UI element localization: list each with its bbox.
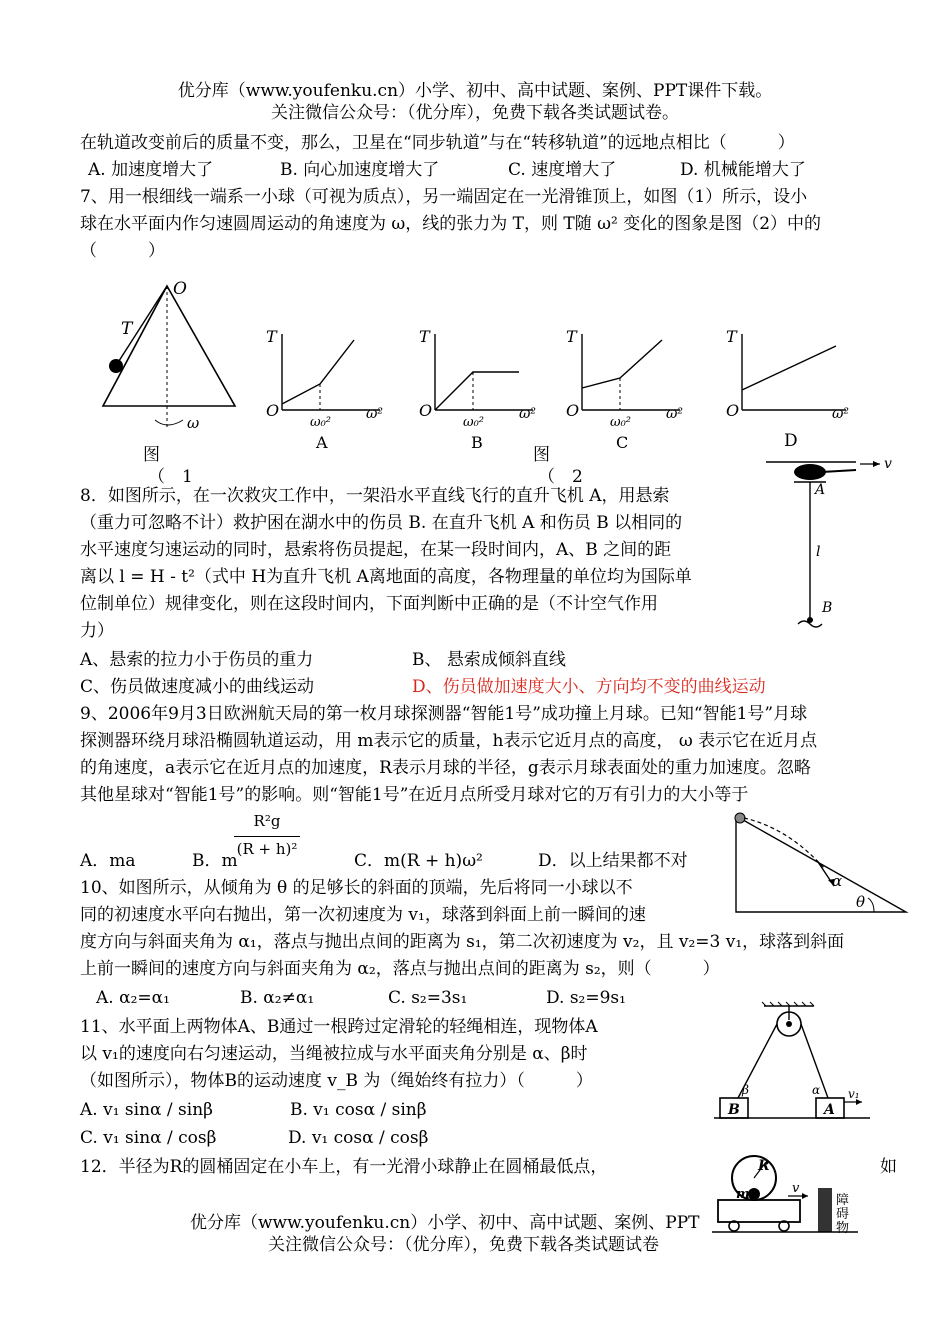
label-O: O <box>566 401 580 420</box>
label-omega2: ω² <box>519 406 537 422</box>
q10-option-b: B. α₂≠α₁ <box>240 988 315 1008</box>
label-T: T <box>121 319 133 339</box>
q9-option-b-numerator: R²g <box>253 812 281 830</box>
label-O: O <box>419 401 433 420</box>
label-T: T <box>566 327 577 346</box>
q9-line-4: 其他星球对“智能1号”的影响。则“智能1号”在近月点所受月球对它的万有引力的大小等于 <box>80 785 749 805</box>
label-B: B <box>728 1102 740 1118</box>
theta-arc <box>868 898 874 912</box>
label-v: v <box>884 456 892 472</box>
q8-option-c: C、伤员做速度减小的曲线运动 <box>80 677 315 697</box>
q8-option-a: A、悬索的拉力小于伤员的重力 <box>80 650 314 670</box>
q9-option-b-prefix: B．m <box>192 851 238 871</box>
q6-option-b: B. 向心加速度增大了 <box>280 160 440 180</box>
q6-continuation: 在轨道改变前后的质量不变，那么，卫星在“同步轨道”与在“转移轨道”的远地点相比（ ） <box>80 133 795 153</box>
label-alpha: α <box>832 872 843 890</box>
label-omega: ω <box>187 414 200 432</box>
q8-line-2: （重力可忽略不计）救护困在湖水中的伤员 B. 在直升飞机 A 和伤员 B 以相同的 <box>80 513 683 533</box>
label-omega0: ω₀² <box>463 415 485 430</box>
q10-line-4: 上前一瞬间的速度方向与斜面夹角为 α₂，落点与抛出点间的距离为 s₂，则（ ） <box>80 959 720 979</box>
label-omega2: ω² <box>832 406 850 422</box>
q8-line-6: 力） <box>80 621 114 641</box>
curve <box>282 340 354 404</box>
q10-incline-figure <box>728 808 910 918</box>
label-A: A <box>316 433 328 452</box>
curve <box>742 346 836 390</box>
helicopter-tail <box>822 470 856 472</box>
fig1-caption-num: （ 1 <box>148 467 193 487</box>
graph-A <box>262 322 394 452</box>
q11-line-2: 以 v₁的速度向右匀速运动，当绳被拉成与水平面夹角分别是 α、β时 <box>80 1044 588 1064</box>
label-obstacle <box>836 1192 853 1236</box>
q8-line-4: 离以 l = H - t²（式中 H为直升飞机 A离地面的高度，各物理量的单位均为国际单 <box>80 567 692 587</box>
label-omega0: ω₀² <box>310 415 332 430</box>
label-omega2: ω² <box>666 406 684 422</box>
q7-line-2: 球在水平面内作匀速圆周运动的角速度为 ω，线的张力为 T，则 T随 ω² 变化的图象是图（2）中的 <box>80 214 822 234</box>
velocity-arrowhead <box>873 461 880 467</box>
q9-line-3: 的角速度，a表示它在近月点的加速度，R表示月球的半径，g表示月球表面处的重力加速度。忽略 <box>80 758 811 778</box>
label-alpha: α <box>812 1083 821 1097</box>
label-B: B <box>471 433 483 452</box>
pulley-axle <box>786 1021 792 1027</box>
q8-line-1: 8．如图所示，在一次救灾工作中，一架沿水平直线飞行的直升飞机 A，用悬索 <box>80 486 670 506</box>
q6-option-c: C. 速度增大了 <box>508 160 617 180</box>
q6-option-a: A. 加速度增大了 <box>88 160 214 180</box>
q10-option-c: C. s₂=3s₁ <box>388 988 468 1008</box>
q11-line-3: （如图所示），物体B的运动速度 v_B 为（绳始终有拉力）（ ） <box>80 1071 593 1091</box>
q6-option-d: D. 机械能增大了 <box>680 160 806 180</box>
label-beta: β <box>742 1083 749 1097</box>
label-O: O <box>266 401 280 420</box>
label-v1: v₁ <box>848 1087 860 1101</box>
label-v: v <box>792 1181 800 1196</box>
q8-option-b: B、 悬索成倾斜直线 <box>412 650 566 670</box>
obstacle-char-2: 碍 <box>836 1207 850 1222</box>
label-theta: θ <box>856 893 866 911</box>
fig2-caption-num: （ 2 <box>538 467 583 487</box>
q10-line-2: 同的初速度水平向右抛出，第一次初速度为 v₁，球落到斜面上前一瞬间的速 <box>80 905 646 925</box>
helicopter-body <box>794 464 826 480</box>
footer-line-2: 关注微信公众号：（优分库），免费下载各类试题试卷 <box>268 1235 659 1255</box>
person-B <box>807 617 813 623</box>
graph-B <box>415 322 547 452</box>
q7-line-1: 7、用一根细线一端系一小球（可视为质点），另一端固定在一光滑锥顶上，如图（1）所示，设小 <box>80 187 808 207</box>
q11-option-c: C. v₁ sinα / cosβ <box>80 1128 217 1148</box>
header-line-1: 优分库（www.youfenku.cn）小学、初中、高中试题、案例、PPT课件下载。 <box>177 81 773 101</box>
label-C: C <box>616 433 629 452</box>
incline <box>736 816 906 912</box>
header-line-2: 关注微信公众号：（优分库），免费下载各类试题试卷。 <box>271 103 679 123</box>
q11-option-a: A. v₁ sinα / sinβ <box>80 1100 213 1120</box>
ball <box>748 1188 760 1200</box>
q9-option-b-denominator: (R + h)² <box>236 840 298 858</box>
q9-option-c: C．m(R + h)ω² <box>354 851 483 871</box>
q12-line-1-end: 如 <box>880 1157 897 1177</box>
label-A: A <box>824 1102 835 1118</box>
label-m: m <box>736 1187 750 1202</box>
label-l: l <box>816 544 821 560</box>
fig1-caption-tu: 图 <box>143 445 160 465</box>
label-T: T <box>266 327 277 346</box>
ball <box>735 813 745 823</box>
label-omega2: ω² <box>366 406 384 422</box>
ball <box>109 359 123 373</box>
q11-option-b: B. v₁ cosα / sinβ <box>290 1100 427 1120</box>
q9-line-2: 探测器环绕月球沿椭圆轨道运动，用 m表示它的质量，h表示它近月点的高度， ω 表示它在近月点 <box>80 731 818 751</box>
q9-fraction-bar <box>234 836 300 837</box>
q7-cone-figure <box>95 278 255 478</box>
obstacle-char-1: 障 <box>836 1193 850 1208</box>
label-T: T <box>419 327 430 346</box>
curve <box>435 372 519 410</box>
cone-outline <box>103 286 235 406</box>
q10-line-1: 10、如图所示，从倾角为 θ 的足够长的斜面的顶端，先后将同一小球以不 <box>80 878 633 898</box>
q8-line-3: 水平速度匀速运动的同时，悬索将伤员提起，在某一段时间内，A、B 之间的距 <box>80 540 672 560</box>
label-A: A <box>815 482 826 498</box>
q11-pulley-figure <box>712 998 872 1126</box>
footer-line-1: 优分库（www.youfenku.cn）小学、初中、高中试题、案例、PPT <box>190 1213 700 1233</box>
q12-cart-figure <box>712 1148 862 1248</box>
rotation-arrow <box>155 420 183 425</box>
graph-C <box>562 322 694 452</box>
label-R: R <box>758 1158 770 1174</box>
q9-option-a: A．ma <box>80 851 136 871</box>
label-omega0: ω₀² <box>610 415 632 430</box>
label-T: T <box>726 327 737 346</box>
label-B: B <box>822 600 833 616</box>
q9-line-1: 9、2006年9月3日欧洲航天局的第一枚月球探测器“智能1号”成功撞上月球。已知“智能1号”月球 <box>80 704 808 724</box>
q10-line-3: 度方向与斜面夹角为 α₁，落点与抛出点间的距离为 s₁，第二次初速度为 v₂，且 v₂=3 v₁，球落到斜面 <box>80 932 845 952</box>
q9-option-d: D．以上结果都不对 <box>538 851 688 871</box>
q7-line-3: （ ） <box>80 241 165 261</box>
obstacle-char-3: 物 <box>836 1221 850 1236</box>
cart-body <box>718 1200 800 1222</box>
q11-line-1: 11、水平面上两物体A、B通过一根跨过定滑轮的轻绳相连，现物体A <box>80 1017 598 1037</box>
label-O: O <box>726 401 740 420</box>
q12-line-1: 12．半径为R的圆桶固定在小车上，有一光滑小球静止在圆桶最低点， <box>80 1157 608 1177</box>
q8-helicopter-figure <box>760 452 910 637</box>
q11-option-d: D. v₁ cosα / cosβ <box>288 1128 429 1148</box>
q10-option-a: A. α₂=α₁ <box>96 988 170 1008</box>
q10-option-d: D. s₂=9s₁ <box>546 988 626 1008</box>
label-O: O <box>173 279 187 299</box>
q8-option-d: D、伤员做加速度大小、方向均不变的曲线运动 <box>412 677 766 697</box>
q8-line-5: 位制单位）规律变化，则在这段时间内，下面判断中正确的是（不计空气作用 <box>80 594 658 614</box>
obstacle-block <box>818 1188 832 1232</box>
fig2-caption-tu: 图 <box>533 445 550 465</box>
curve <box>582 340 662 388</box>
graph-D-caption: D <box>784 431 798 451</box>
velocity-arrowhead <box>802 1193 808 1199</box>
